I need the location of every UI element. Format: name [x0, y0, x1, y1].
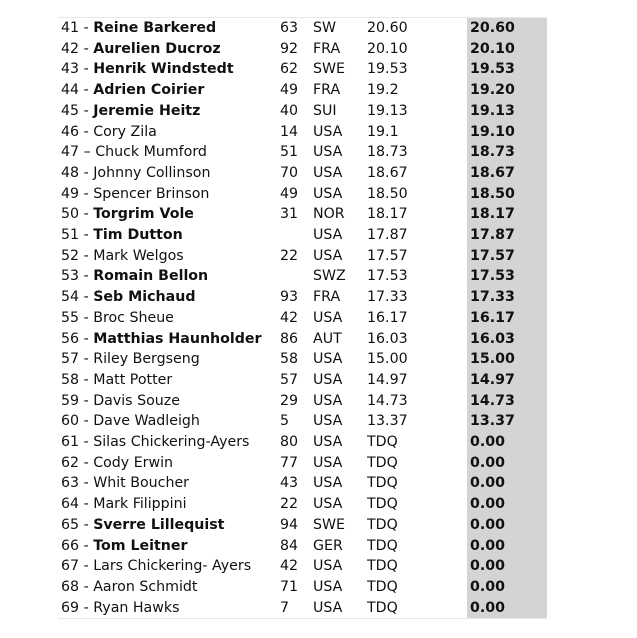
score-cell: 19.1	[367, 123, 399, 140]
rank-separator: -	[83, 227, 89, 244]
rank-number: 52	[61, 247, 80, 264]
rank-separator: -	[83, 164, 89, 181]
nation-cell: FRA	[313, 289, 341, 306]
rank-number: 60	[61, 413, 80, 430]
rank-separator: -	[83, 413, 89, 430]
total-cell: 19.20	[467, 80, 547, 101]
rank-number: 47	[61, 144, 80, 161]
rank-cell	[58, 411, 280, 432]
rank-number: 57	[61, 351, 80, 368]
nation-cell: SW	[313, 18, 367, 39]
rank-cell	[58, 163, 280, 184]
rank-number: 41	[61, 20, 80, 36]
table-row	[58, 432, 547, 453]
score-cell: 18.17	[367, 206, 408, 223]
table-row	[58, 515, 547, 536]
rank-separator: -	[83, 578, 89, 595]
rank-separator: -	[83, 289, 89, 306]
score-cell: TDQ	[367, 598, 467, 619]
rank-cell	[58, 473, 280, 494]
total-cell: 0.00	[467, 598, 547, 619]
rank-cell	[58, 80, 280, 101]
score-cell: 16.03	[367, 330, 408, 347]
rank-number: 46	[61, 123, 80, 140]
nation-cell: USA	[313, 351, 343, 368]
athlete-name: Seb Michaud	[93, 289, 196, 306]
rank-number: 42	[61, 40, 80, 57]
rank-number: 53	[61, 268, 80, 285]
rank-separator: -	[83, 496, 89, 513]
athlete-name: Matt Potter	[93, 371, 173, 388]
rank-separator: -	[83, 206, 89, 223]
athlete-name: Aurelien Ducroz	[93, 40, 221, 57]
rank-number: 66	[61, 537, 80, 554]
rank-separator: -	[83, 434, 89, 451]
nation-cell: USA	[313, 227, 343, 244]
table-row	[58, 494, 547, 515]
bib-cell: 14	[280, 123, 299, 140]
bib-cell	[280, 225, 313, 246]
rank-cell	[58, 204, 280, 225]
total-cell: 19.10	[467, 122, 547, 143]
table-row	[58, 598, 547, 619]
score-cell: 14.97	[367, 371, 408, 388]
bib-cell: 93	[280, 289, 299, 306]
score-cell: 19.2	[367, 82, 399, 99]
rank-separator: -	[83, 20, 89, 36]
nation-cell: USA	[313, 309, 343, 326]
rank-cell	[58, 246, 280, 267]
score-cell: 18.50	[367, 185, 408, 202]
total-cell: 17.87	[467, 225, 547, 246]
bib-cell: 22	[280, 496, 299, 513]
nation-cell: USA	[313, 123, 343, 140]
score-cell: 20.10	[367, 40, 408, 57]
table-row	[58, 204, 547, 225]
athlete-name: Cody Erwin	[93, 454, 174, 471]
nation-cell: USA	[313, 496, 343, 513]
score-cell: TDQ	[367, 496, 398, 513]
rank-number: 69	[61, 599, 80, 616]
score-cell: 18.67	[367, 164, 408, 181]
rank-cell	[58, 39, 280, 60]
table-row	[58, 122, 547, 143]
rank-separator: -	[83, 558, 89, 575]
rank-cell	[58, 184, 280, 205]
rank-number: 43	[61, 61, 80, 78]
nation-cell: SWE	[313, 516, 345, 533]
bib-cell: 40	[280, 102, 299, 119]
rank-separator: -	[83, 351, 89, 368]
nation-cell: USA	[313, 144, 343, 161]
athlete-name: Aaron Schmidt	[93, 578, 198, 595]
score-cell: 13.37	[367, 413, 408, 430]
bib-cell: 51	[280, 144, 299, 161]
table-row	[58, 329, 547, 350]
rank-number: 50	[61, 206, 80, 223]
table-row	[58, 39, 547, 60]
athlete-name: Spencer Brinson	[93, 185, 210, 202]
athlete-name: Dave Wadleigh	[93, 413, 200, 430]
nation-cell: FRA	[313, 40, 341, 57]
bib-cell: 86	[280, 330, 299, 347]
rank-cell	[58, 536, 280, 557]
total-cell: 14.97	[467, 370, 547, 391]
rank-cell	[58, 598, 280, 619]
athlete-name: Chuck Mumford	[95, 144, 207, 161]
athlete-name: Jeremie Heitz	[93, 102, 201, 119]
rank-separator: -	[83, 268, 89, 285]
score-cell: 18.73	[367, 144, 408, 161]
nation-cell: USA	[313, 434, 343, 451]
table-row	[58, 536, 547, 557]
score-cell: 17.87	[367, 227, 408, 244]
table-row	[58, 184, 547, 205]
total-cell: 20.60	[467, 18, 547, 39]
athlete-name: Davis Souze	[93, 392, 180, 409]
rank-separator: -	[83, 454, 89, 471]
nation-cell: USA	[313, 598, 367, 619]
table-row	[58, 225, 547, 246]
rank-separator: -	[83, 392, 89, 409]
athlete-name: Johnny Collinson	[93, 164, 211, 181]
nation-cell: USA	[313, 164, 343, 181]
score-cell: 17.33	[367, 289, 408, 306]
rank-cell	[58, 122, 280, 143]
rank-separator: -	[83, 123, 89, 140]
nation-cell: USA	[313, 247, 343, 264]
athlete-name: Mark Filippini	[93, 496, 187, 513]
rank-number: 61	[61, 434, 80, 451]
nation-cell: NOR	[313, 206, 345, 223]
rank-separator: -	[83, 185, 89, 202]
bib-cell: 62	[280, 61, 299, 78]
athlete-name: Riley Bergseng	[93, 351, 200, 368]
rank-cell	[58, 577, 280, 598]
rank-separator: -	[83, 371, 89, 388]
total-cell: 17.57	[467, 246, 547, 267]
table-row	[58, 80, 547, 101]
table-row	[58, 266, 547, 287]
athlete-name: Reine Barkered	[93, 20, 217, 36]
bib-cell	[280, 266, 313, 287]
athlete-name: Henrik Windstedt	[93, 61, 234, 78]
bib-cell: 42	[280, 309, 299, 326]
athlete-name: Lars Chickering- Ayers	[93, 558, 252, 575]
rank-cell	[58, 142, 280, 163]
table-row	[58, 370, 547, 391]
nation-cell: USA	[313, 413, 343, 430]
rank-cell	[58, 329, 280, 350]
table-row	[58, 163, 547, 184]
total-cell: 17.33	[467, 287, 547, 308]
rank-cell	[58, 225, 280, 246]
nation-cell: SWE	[313, 61, 345, 78]
nation-cell: SWZ	[313, 268, 346, 285]
rank-number: 58	[61, 371, 80, 388]
bib-cell: 42	[280, 558, 299, 575]
total-cell: 0.00	[467, 536, 547, 557]
table-row	[58, 101, 547, 122]
score-cell: TDQ	[367, 434, 398, 451]
nation-cell: AUT	[313, 330, 342, 347]
total-cell: 18.67	[467, 163, 547, 184]
rank-separator: -	[83, 247, 89, 264]
bib-cell: 71	[280, 578, 299, 595]
bib-cell: 63	[280, 18, 313, 39]
nation-cell: SUI	[313, 102, 337, 119]
table-row	[58, 556, 547, 577]
athlete-name: Whit Boucher	[93, 475, 190, 492]
score-cell: TDQ	[367, 475, 398, 492]
table-row	[58, 577, 547, 598]
score-cell: TDQ	[367, 516, 398, 533]
rank-separator: -	[83, 330, 89, 347]
score-cell: 17.53	[367, 268, 408, 285]
rank-cell	[58, 59, 280, 80]
athlete-name: Adrien Coirier	[93, 82, 205, 99]
rank-cell	[58, 266, 280, 287]
athlete-name: Silas Chickering-Ayers	[93, 434, 250, 451]
rank-separator: -	[83, 61, 89, 78]
rank-cell	[58, 391, 280, 412]
rank-cell	[58, 101, 280, 122]
nation-cell: USA	[313, 558, 343, 575]
table-row	[58, 391, 547, 412]
table-row	[58, 308, 547, 329]
bib-cell: 7	[280, 598, 313, 619]
rank-cell	[58, 370, 280, 391]
rank-cell	[58, 556, 280, 577]
nation-cell: USA	[313, 185, 343, 202]
total-cell: 0.00	[467, 556, 547, 577]
table-row	[58, 349, 547, 370]
rank-separator: -	[83, 537, 89, 554]
bib-cell: 58	[280, 351, 299, 368]
total-cell: 18.17	[467, 204, 547, 225]
rank-number: 67	[61, 558, 80, 575]
nation-cell: FRA	[313, 82, 341, 99]
total-cell: 0.00	[467, 515, 547, 536]
total-cell: 16.17	[467, 308, 547, 329]
table-row	[58, 287, 547, 308]
rank-number: 54	[61, 289, 80, 306]
athlete-name: Matthias Haunholder	[93, 330, 262, 347]
rank-number: 64	[61, 496, 80, 513]
rank-cell	[58, 453, 280, 474]
total-cell: 15.00	[467, 349, 547, 370]
table-row	[58, 142, 547, 163]
total-cell: 18.50	[467, 184, 547, 205]
rank-cell	[58, 308, 280, 329]
bib-cell: 49	[280, 82, 299, 99]
nation-cell: USA	[313, 371, 343, 388]
athlete-name: Ryan Hawks	[93, 599, 180, 616]
rank-separator: -	[83, 599, 89, 616]
bib-cell: 84	[280, 537, 299, 554]
rank-cell	[58, 494, 280, 515]
score-cell: TDQ	[367, 454, 398, 471]
athlete-name: Torgrim Vole	[93, 206, 194, 223]
athlete-name: Cory Zila	[93, 123, 157, 140]
total-cell: 0.00	[467, 577, 547, 598]
bib-cell: 57	[280, 371, 299, 388]
rank-separator: -	[83, 309, 89, 326]
rank-number: 48	[61, 164, 80, 181]
rank-separator: -	[83, 516, 89, 533]
bib-cell: 77	[280, 454, 299, 471]
nation-cell: GER	[313, 537, 343, 554]
rank-number: 62	[61, 454, 80, 471]
nation-cell: USA	[313, 578, 343, 595]
total-cell: 0.00	[467, 473, 547, 494]
rank-number: 63	[61, 475, 80, 492]
athlete-name: Broc Sheue	[93, 309, 174, 326]
bib-cell: 43	[280, 475, 299, 492]
rank-cell	[58, 349, 280, 370]
rank-separator: -	[83, 102, 89, 119]
total-cell: 0.00	[467, 432, 547, 453]
score-cell: TDQ	[367, 558, 398, 575]
rank-separator: -	[83, 475, 89, 492]
score-cell: 17.57	[367, 247, 408, 264]
total-cell: 0.00	[467, 494, 547, 515]
rank-number: 49	[61, 185, 80, 202]
table-row	[58, 411, 547, 432]
rank-number: 59	[61, 392, 80, 409]
rank-number: 65	[61, 516, 80, 533]
rank-number: 45	[61, 102, 80, 119]
total-cell: 13.37	[467, 411, 547, 432]
score-cell: 14.73	[367, 392, 408, 409]
athlete-name: Tim Dutton	[93, 227, 183, 244]
score-cell: TDQ	[367, 578, 398, 595]
athlete-name: Mark Welgos	[93, 247, 184, 264]
bib-cell: 80	[280, 434, 299, 451]
rank-separator: -	[83, 82, 89, 99]
rank-cell	[58, 515, 280, 536]
nation-cell: USA	[313, 392, 343, 409]
bib-cell: 70	[280, 164, 299, 181]
rank-cell	[58, 18, 280, 39]
total-cell: 18.73	[467, 142, 547, 163]
athlete-name: Romain Bellon	[93, 268, 209, 285]
rank-number: 44	[61, 82, 80, 99]
total-cell: 20.10	[467, 39, 547, 60]
rank-number: 55	[61, 309, 80, 326]
score-cell: TDQ	[367, 537, 398, 554]
total-cell: 19.13	[467, 101, 547, 122]
rank-number: 68	[61, 578, 80, 595]
bib-cell: 94	[280, 516, 299, 533]
bib-cell: 22	[280, 247, 299, 264]
score-cell: 19.53	[367, 61, 408, 78]
score-cell: 15.00	[367, 351, 408, 368]
total-cell: 19.53	[467, 59, 547, 80]
table-row	[58, 59, 547, 80]
total-cell: 0.00	[467, 453, 547, 474]
results-table	[58, 17, 547, 619]
table-row	[58, 18, 547, 39]
total-cell: 16.03	[467, 329, 547, 350]
rank-cell	[58, 432, 280, 453]
results-body	[58, 18, 547, 619]
table-row	[58, 246, 547, 267]
rank-separator: –	[83, 144, 91, 161]
score-cell: 16.17	[367, 309, 408, 326]
score-cell: 20.60	[367, 18, 467, 39]
bib-cell: 92	[280, 40, 299, 57]
rank-separator: -	[83, 40, 89, 57]
total-cell: 14.73	[467, 391, 547, 412]
bib-cell: 49	[280, 185, 299, 202]
athlete-name: Tom Leitner	[93, 537, 188, 554]
total-cell: 17.53	[467, 266, 547, 287]
rank-number: 51	[61, 227, 80, 244]
nation-cell: USA	[313, 475, 343, 492]
rank-number: 56	[61, 330, 80, 347]
nation-cell: USA	[313, 454, 343, 471]
bib-cell: 31	[280, 206, 299, 223]
bib-cell: 29	[280, 392, 299, 409]
table-row	[58, 473, 547, 494]
athlete-name: Sverre Lillequist	[93, 516, 225, 533]
bib-cell: 5	[280, 413, 290, 430]
rank-cell	[58, 287, 280, 308]
table-row	[58, 453, 547, 474]
score-cell: 19.13	[367, 102, 408, 119]
